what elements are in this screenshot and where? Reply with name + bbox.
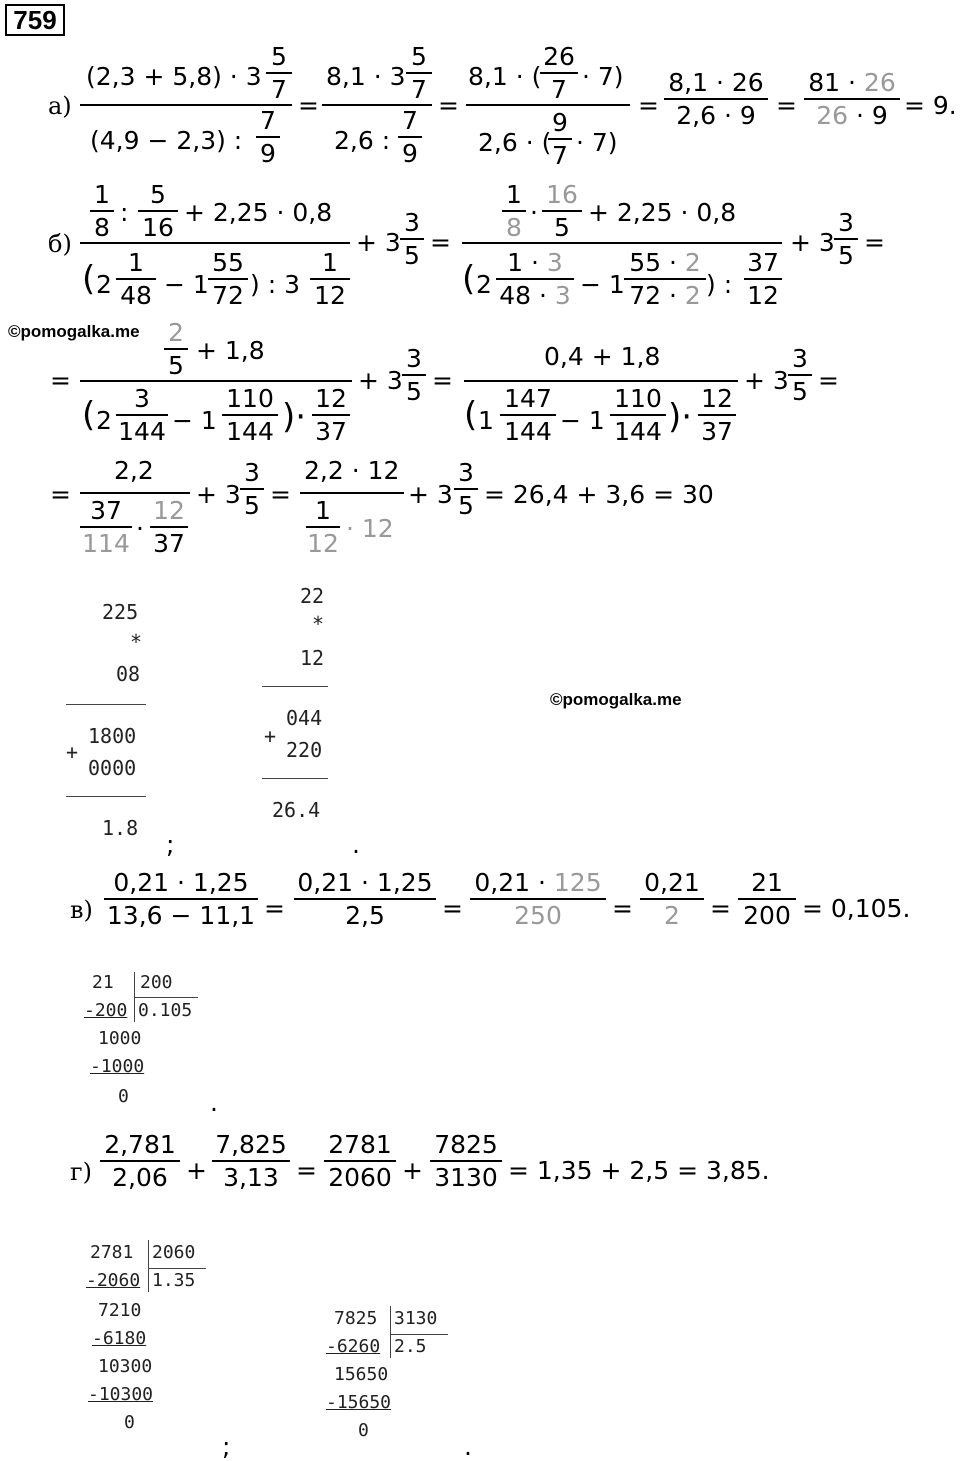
b2-r-bar [464,380,738,382]
v-f1: 0,21 · 1,25 13,6 − 11,1 [104,870,258,928]
b3-f2-bar [300,492,404,494]
watermark: ©pomogalka.me [8,322,140,341]
part-a-label: а) [48,92,72,120]
b1-r-f1: 1 · 3 48 · 3 [496,250,574,308]
b2-den-f1: 3 144 [116,386,168,444]
g-f1: 2,781 2,06 [100,1132,180,1190]
g-f2: 7,825 3,13 [212,1132,290,1190]
a-f3-bar [466,104,630,106]
a-f3-num-frac: 26 7 [540,44,578,102]
b1-b: 5 16 [138,182,178,240]
task-number: 759 [5,4,65,36]
b2-bar [80,380,352,382]
b1-r-a: 1 8 [502,182,526,240]
a-f2-num: 8,1 · 3 [326,62,406,91]
b1-r-bar [462,242,782,244]
b3-f1-den-b: 12 37 [150,498,188,556]
b2-r-mixed: 3 5 [788,346,812,404]
v-f2: 0,21 · 1,25 2,5 [294,870,436,928]
b1-r-mixed: 3 5 [834,210,858,268]
a-f3-den-post: · 7) [576,128,618,157]
b3-f1-bar [80,492,190,494]
a-f1-den: (4,9 − 2,3) : [90,126,243,155]
v-f4: 0,21 2 [640,870,704,928]
a-result: = 9. [904,91,957,120]
a-f5: 81 · 26 26 · 9 [804,70,900,128]
b1-bar [80,242,350,244]
a-f1-num: (2,3 + 5,8) · 3 [86,62,262,91]
b2-r-mul: 12 37 [698,386,736,444]
g-f3: 2781 2060 [324,1132,396,1190]
a-f2-den-frac: 7 9 [398,108,422,166]
eq-sign: = [438,91,459,120]
watermark: ©pomogalka.me [550,690,682,709]
b1-den-f1: 1 48 [116,250,156,308]
v-f3: 0,21 · 125 250 [470,870,606,928]
b1-mixed: 3 5 [400,210,424,268]
b3-f1-den-a: 37 114 [80,498,132,556]
a-f3-den-frac: 9 7 [548,110,572,168]
v-f5: 21 200 [738,870,796,928]
g-f4: 7825 3130 [430,1132,502,1190]
b2-num-frac: 2 5 [164,320,188,378]
b1-den-f2: 55 72 [208,250,248,308]
b3-f2-den-a: 1 12 [307,496,339,558]
b3-m2: 3 5 [454,460,478,518]
b2-den-mul: 12 37 [312,386,350,444]
a-f1-den-frac: 7 9 [256,108,280,166]
b3-m1: 3 5 [240,460,264,518]
eq-sign: = [638,91,659,120]
part-g-label: г) [70,1158,92,1186]
b2-den-f2: 110 144 [222,386,278,444]
b3-result: = 26,4 + 3,6 = 30 [484,480,714,509]
g-result: = 1,35 + 2,5 = 3,85. [508,1156,770,1185]
b2-mixed: 3 5 [402,346,426,404]
a-f3-num-post: · 7) [582,62,624,91]
b2-r-f1: 147 144 [500,386,556,444]
a-f2-den: 2,6 : [334,126,391,155]
eq-sign: = [298,91,319,120]
eq-sign: = [776,91,797,120]
a-f4: 8,1 · 26 2,6 · 9 [664,70,768,128]
b2-r-f2: 110 144 [610,386,666,444]
part-b-label: б) [48,230,72,258]
a-f3-den-pre: 2,6 · ( [478,128,552,157]
b1-den-f3: 1 12 [310,250,350,308]
a-f3-num-pre: 8,1 · ( [468,62,542,91]
b1-r-f2: 55 · 2 72 · 2 [624,250,706,308]
a-f2-mixed: 5 7 [406,44,432,102]
a-f1-mixed: 5 7 [266,44,292,102]
b1-r-f3: 37 12 [744,250,782,308]
b1-tail: + 2,25 · 0,8 [184,198,333,227]
v-result: = 0,105. [802,894,911,923]
b1-r-b: 16 5 [542,182,582,240]
b1-a: 1 8 [90,182,114,240]
part-v-label: в) [70,896,93,924]
